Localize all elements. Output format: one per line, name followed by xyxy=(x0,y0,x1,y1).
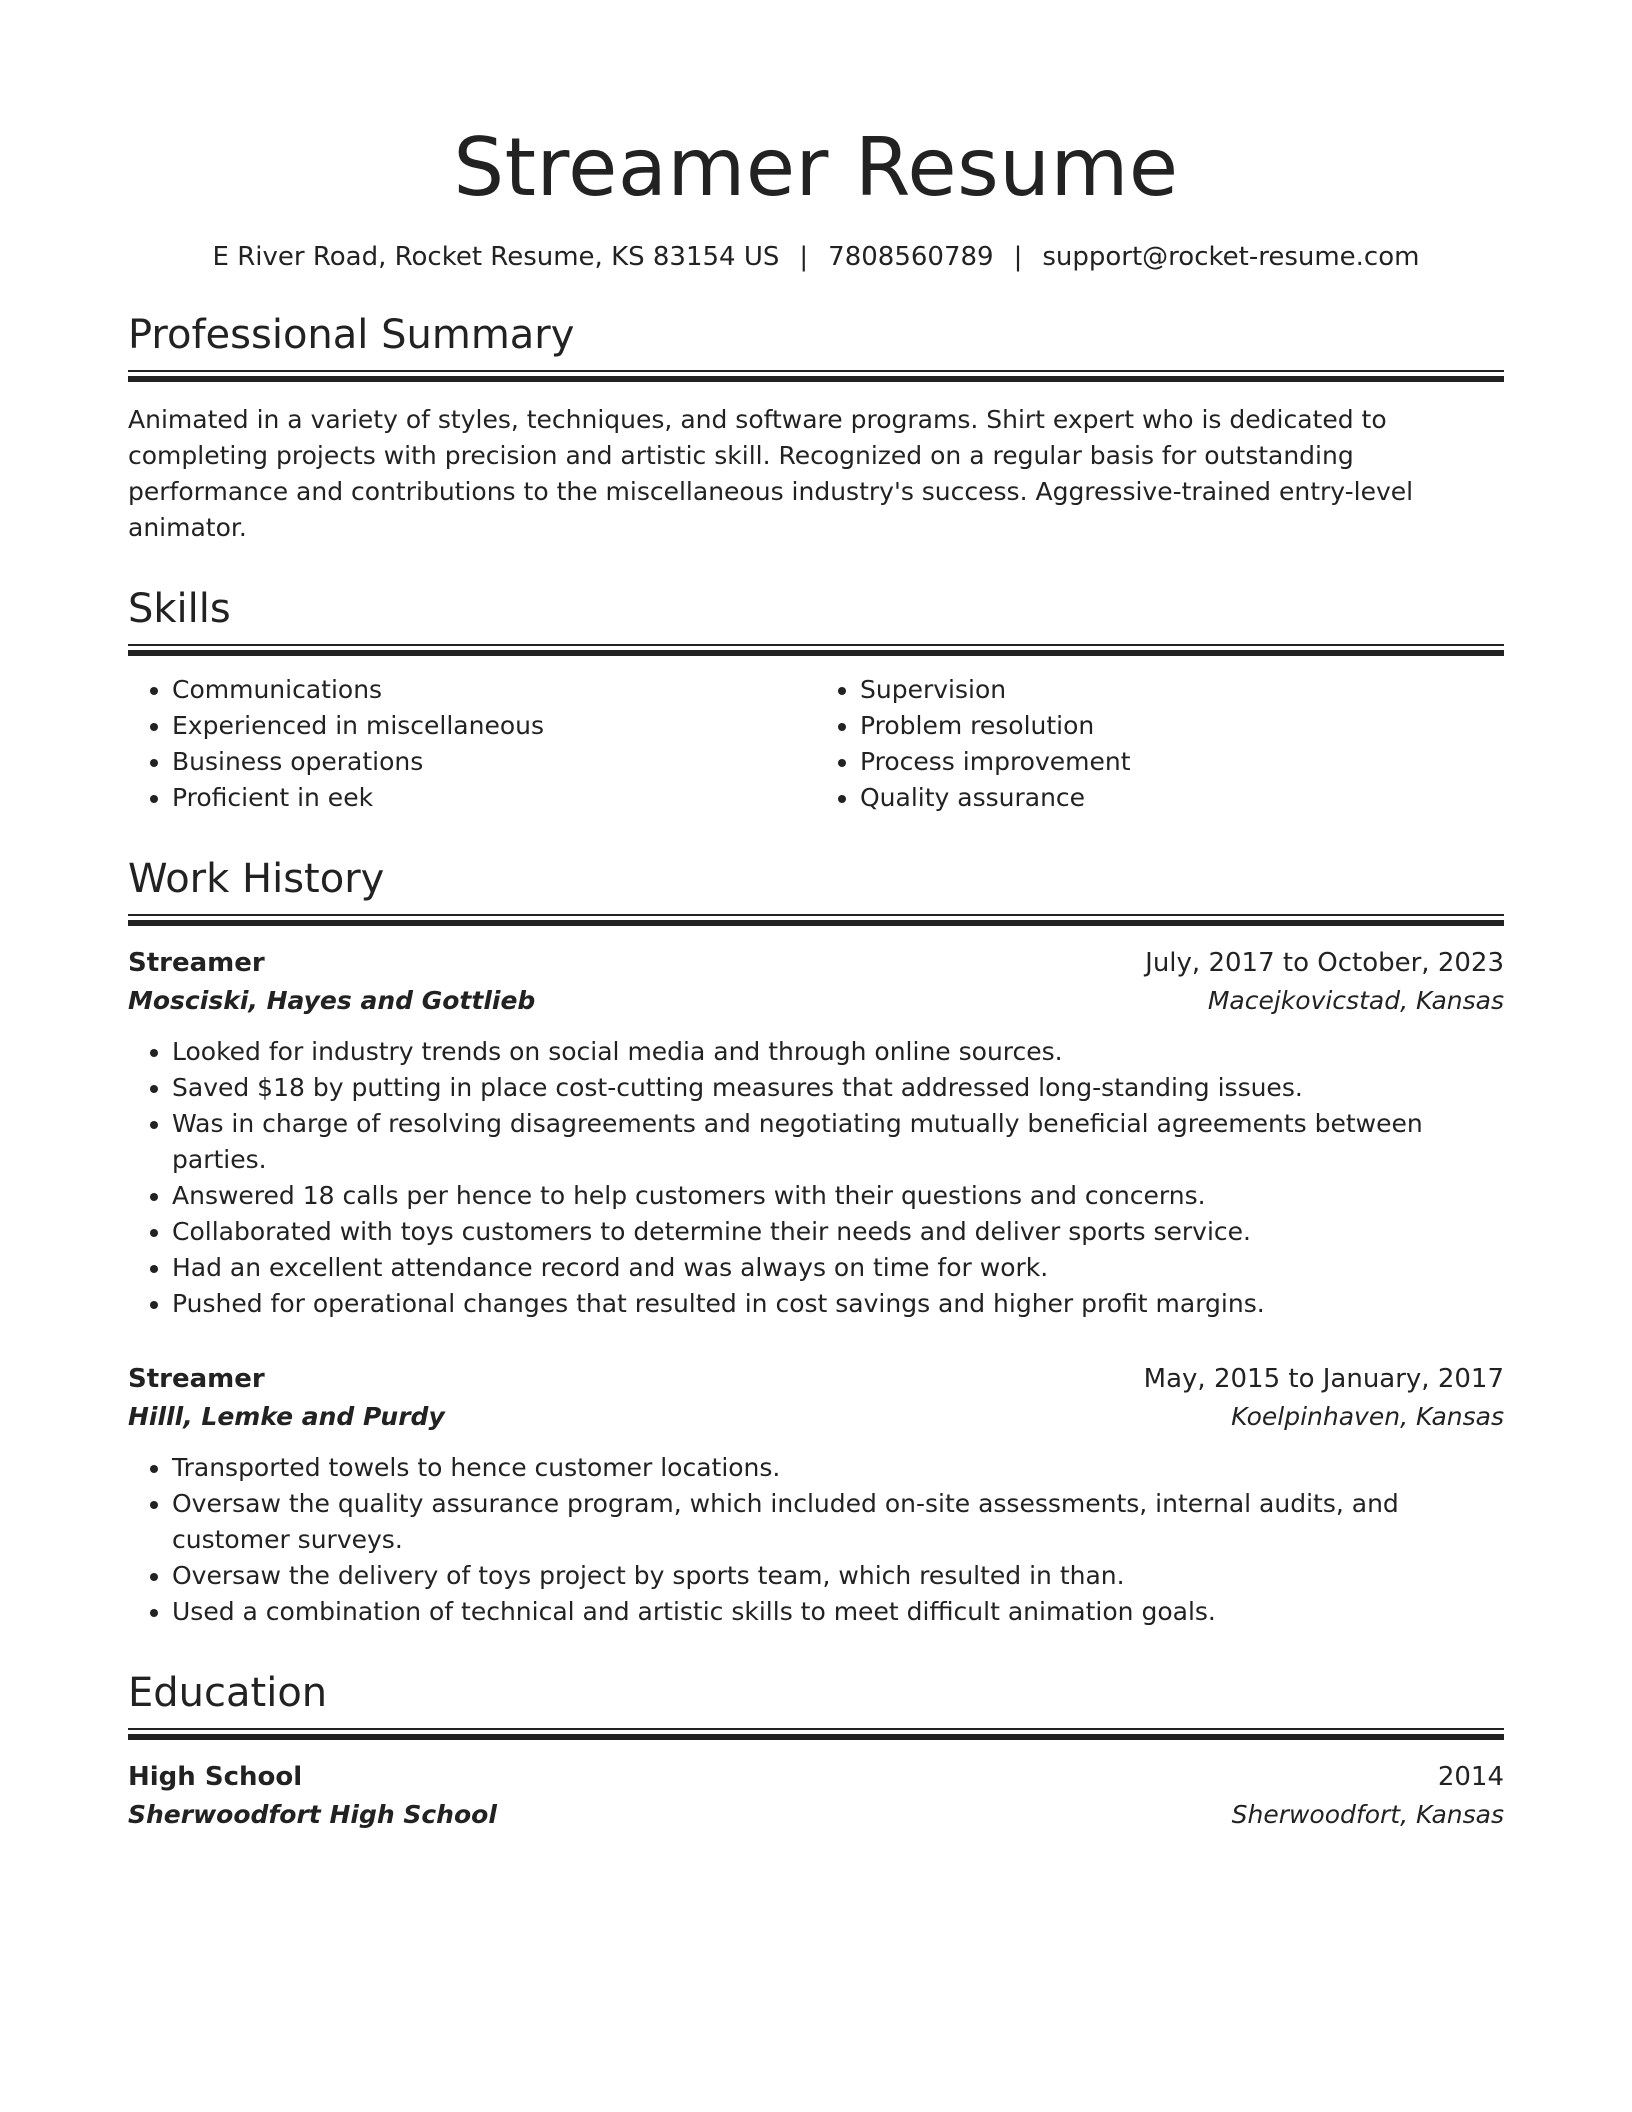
education-degree: High School xyxy=(128,1762,303,1792)
skills-left-list xyxy=(128,672,816,816)
education-year: 2014 xyxy=(1437,1762,1504,1792)
section-divider xyxy=(128,914,1504,926)
skill-item: • Supervision xyxy=(860,672,1504,708)
skill-item: • Process improvement xyxy=(860,744,1504,780)
summary-section xyxy=(128,312,1504,546)
work-history-section xyxy=(128,856,1504,1630)
job-location: Koelpinhaven, Kansas xyxy=(1231,1402,1504,1431)
work-history-heading: Work History xyxy=(128,856,385,902)
contact-address: E River Road, Rocket Resume, KS 83154 US xyxy=(212,242,780,272)
job-bullet: • Transported towels to hence customer locations. xyxy=(172,1450,1504,1486)
skill-item: • Business operations xyxy=(172,744,816,780)
job-bullet: • Was in charge of resolving disagreements and negotiating mutually beneficial agreements between parties. xyxy=(172,1106,1504,1178)
education-entry xyxy=(128,1758,1504,1834)
job-entry xyxy=(128,1360,1504,1630)
contact-line xyxy=(128,242,1504,272)
education-header-row xyxy=(128,1758,1504,1796)
skill-item: • Experienced in miscellaneous xyxy=(172,708,816,744)
job-company-row xyxy=(128,1398,1504,1436)
job-company: Mosciski, Hayes and Gottlieb xyxy=(128,986,536,1015)
education-section xyxy=(128,1670,1504,1834)
job-bullet: • Had an excellent attendance record and was always on time for work. xyxy=(172,1250,1504,1286)
summary-heading: Professional Summary xyxy=(128,312,575,358)
contact-phone: 7808560789 xyxy=(828,242,994,272)
job-title: Streamer xyxy=(128,1364,265,1394)
skill-item: • Proficient in eek xyxy=(172,780,816,816)
section-divider xyxy=(128,370,1504,382)
job-header-row xyxy=(128,1360,1504,1398)
job-bullet: • Saved $18 by putting in place cost-cutting measures that addressed long-standing issues. xyxy=(172,1070,1504,1106)
section-divider xyxy=(128,644,1504,656)
job-bullet: • Oversaw the delivery of toys project by sports team, which resulted in than. xyxy=(172,1558,1504,1594)
skill-item: • Communications xyxy=(172,672,816,708)
skill-item: • Problem resolution xyxy=(860,708,1504,744)
job-bullets xyxy=(128,1450,1504,1630)
job-company-row xyxy=(128,982,1504,1020)
skill-item: • Quality assurance xyxy=(860,780,1504,816)
skills-section xyxy=(128,586,1504,816)
job-bullet: • Collaborated with toys customers to determine their needs and deliver sports service. xyxy=(172,1214,1504,1250)
job-company: Hilll, Lemke and Purdy xyxy=(128,1402,445,1431)
section-divider xyxy=(128,1728,1504,1740)
skills-heading: Skills xyxy=(128,586,231,632)
contact-separator: | xyxy=(799,242,809,272)
education-school: Sherwoodfort High School xyxy=(128,1800,497,1829)
job-bullet: • Used a combination of technical and artistic skills to meet difficult animation goals. xyxy=(172,1594,1504,1630)
job-bullets xyxy=(128,1034,1504,1322)
job-bullet: • Pushed for operational changes that resulted in cost savings and higher profit margins. xyxy=(172,1286,1504,1322)
summary-text: Animated in a variety of styles, techniques, and software programs. Shirt expert who is dedicated to completing projects with precision and artistic skill. Recognized on a regular basis for outstanding performance and contributions to the miscellaneous industry's success. Aggressive-trained entry-level animator. xyxy=(128,405,1414,542)
job-title: Streamer xyxy=(128,948,265,978)
skills-columns xyxy=(128,672,1504,816)
education-location: Sherwoodfort, Kansas xyxy=(1231,1800,1504,1829)
job-bullet: • Looked for industry trends on social media and through online sources. xyxy=(172,1034,1504,1070)
job-dates: July, 2017 to October, 2023 xyxy=(1145,948,1504,978)
contact-email: support@rocket-resume.com xyxy=(1042,242,1420,272)
job-bullet: • Oversaw the quality assurance program, which included on-site assessments, internal audits, and customer surveys. xyxy=(172,1486,1504,1558)
education-school-row xyxy=(128,1796,1504,1834)
education-heading: Education xyxy=(128,1670,328,1716)
skills-right-list xyxy=(816,672,1504,816)
job-bullet: • Answered 18 calls per hence to help customers with their questions and concerns. xyxy=(172,1178,1504,1214)
job-dates: May, 2015 to January, 2017 xyxy=(1143,1364,1504,1394)
job-entry xyxy=(128,944,1504,1322)
resume-title: Streamer Resume xyxy=(453,121,1179,214)
job-location: Macejkovicstad, Kansas xyxy=(1207,986,1504,1015)
job-header-row xyxy=(128,944,1504,982)
contact-separator: | xyxy=(1013,242,1023,272)
